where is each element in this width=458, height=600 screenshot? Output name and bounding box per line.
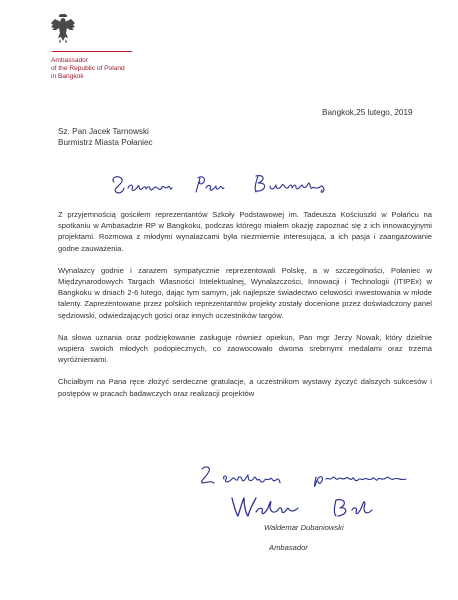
addressee-block (58, 126, 153, 148)
handwritten-closing (194, 463, 424, 489)
handwritten-signature (226, 492, 416, 522)
letterhead-rule (52, 51, 132, 52)
body-paragraph: Na słowa uznania oraz podziękowanie zasługuje również opiekun, Pan mgr Jerzy Nowak, który dzielnie wspiera swoich młodych podopiecznych, co zaowocowało dwoma srebrnymi medalami oraz trzema wyróżnieniami. (58, 332, 432, 365)
body-paragraph: Wynalazcy godnie i zarazem sympatycznie reprezentowali Polskę, a w szczególności, Połaniec w Międzynarodowych Targach Własności Intelektualnej, Wynalazczości, Innowacji i Technologii (ITIPEx) w Bangkoku w dniach 2-6 lutego, dając tym samym, jak najlepsze świadectwo celowości inwestowania w młode talenty. Zaprezentowane przez polskich reprezentantów projekty zostały docenione przez doświadczony panel sędziowski, odwiedzających gości oraz innych uczestników targów. (58, 265, 432, 320)
body-paragraph: Chciałbym na Pana ręce złożyć serdeczne gratulacje, a uczestnikom wystawy życzyć dalszych sukcesów i postępów w pracach badawczych oraz realizacji projektów (58, 377, 432, 398)
addressee-name: Sz. Pan Jacek Tarnowski (58, 127, 149, 136)
handwritten-salutation (108, 170, 348, 200)
signer-name: Waldemar Dubaniowski (264, 523, 344, 532)
org-line: of the Republic of Poland (51, 65, 125, 73)
signer-title: Ambasador (269, 543, 308, 552)
org-line: Ambassador (51, 57, 89, 64)
letter-date: Bangkok,25 lutego, 2019 (322, 108, 413, 117)
addressee-title: Burmistrz Miasta Połaniec (58, 138, 153, 147)
letterhead-organization (51, 57, 125, 82)
body-paragraph: Z przyjemnością gościłem reprezentantów Szkoły Podstawowej im. Tadeusza Kościuszki w Połańcu na spotkaniu w Ambasadzie RP w Bangkoku, podczas którego miałem okazję zapoznać się z ich innowacyjnymi projektami. Rozmowa z młodymi wynalazcami była niezmiernie interesująca, a ich pasja i zaangażowanie godne zauważenia. (58, 210, 432, 253)
letter-body (58, 209, 432, 410)
org-line: in Bangkok (51, 73, 84, 81)
polish-eagle-emblem-icon (50, 14, 76, 44)
